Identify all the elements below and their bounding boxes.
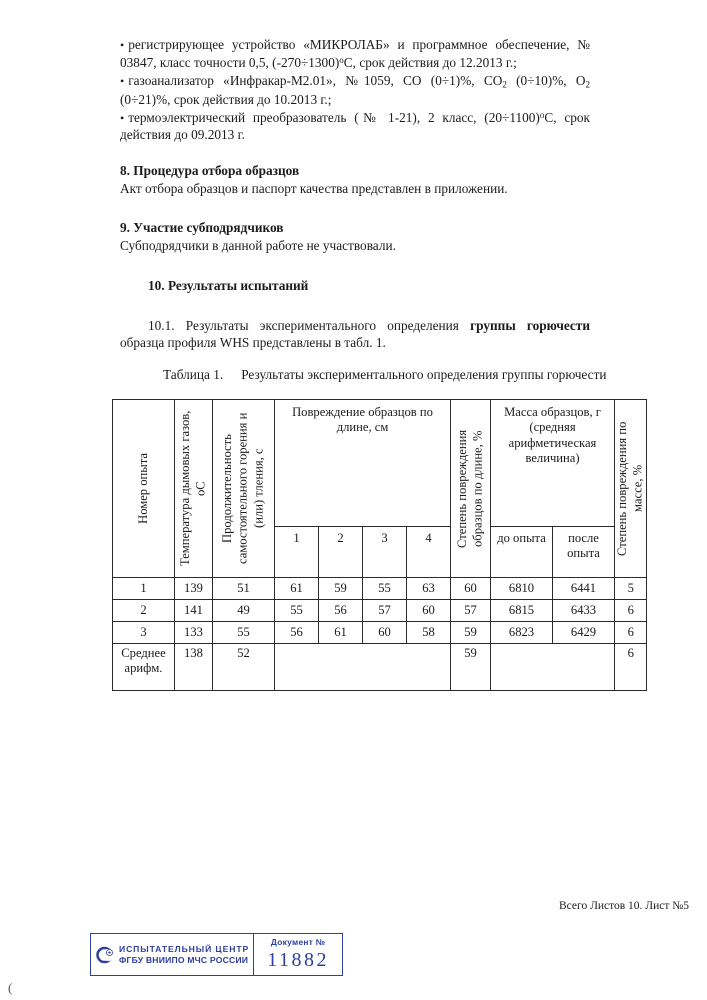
flammability-group-emphasis: группы горючести xyxy=(470,317,590,333)
header-experiment-number xyxy=(113,400,175,578)
cell-length-3: 57 xyxy=(363,600,407,622)
header-length-sample-2: 2 xyxy=(319,527,363,578)
cell-mass-after: 6433 xyxy=(553,600,615,622)
header-length-sample-4: 4 xyxy=(407,527,451,578)
cell-length-2: 61 xyxy=(319,622,363,644)
header-damage-length-group: Повреждение образцов по длине, см xyxy=(275,400,451,527)
header-length-sample-3: 3 xyxy=(363,527,407,578)
equipment-item-gasanalyzer xyxy=(120,72,590,109)
section-10-heading: 10. Результаты испытаний xyxy=(148,277,309,293)
equipment-item-thermocouple xyxy=(120,109,590,145)
stamp-document-number: 11882 xyxy=(267,949,330,971)
cell-mass-after: 6429 xyxy=(553,622,615,644)
equipment-microlab-text-2: С, срок действия до 12.2013 г.; xyxy=(343,54,517,70)
cell-duration: 55 xyxy=(213,622,275,644)
cell-length-2: 56 xyxy=(319,600,363,622)
header-mass-group: Масса образцов, г (средняя арифметическая величина) xyxy=(491,400,615,527)
header-burning-duration xyxy=(213,400,275,578)
o2-subscript: 2 xyxy=(585,78,590,89)
section-10-1-text-1: 10.1. Результаты экспериментального определения xyxy=(148,317,471,333)
degree-superscript-1: о xyxy=(339,54,344,65)
cell-mass-before: 6810 xyxy=(491,578,553,600)
cell-temperature: 139 xyxy=(175,578,213,600)
equipment-microlab-text-1: регистрирующее устройство «МИКРОЛАБ» и программное обеспечение, № 03847, класс точности 0,5, (-270÷1300) xyxy=(120,37,590,70)
section-8-heading: 8. Процедура отбора образцов xyxy=(120,163,300,179)
cell-length-4: 58 xyxy=(407,622,451,644)
cell-average-temperature: 138 xyxy=(175,644,213,691)
stamp-line-center: ИСПЫТАТЕЛЬНЫЙ ЦЕНТР xyxy=(119,943,250,954)
cell-experiment-number: 3 xyxy=(113,622,175,644)
table-caption xyxy=(163,367,607,383)
cell-length-4: 63 xyxy=(407,578,451,600)
co2-subscript: 2 xyxy=(502,78,507,89)
header-smoke-temperature xyxy=(175,400,213,578)
spacer xyxy=(120,197,590,219)
header-experiment-number-label: Номер опыта xyxy=(135,453,150,524)
section-10-1-paragraph xyxy=(120,317,590,352)
cell-length-1: 61 xyxy=(275,578,319,600)
cell-length-2: 59 xyxy=(319,578,363,600)
cell-average-mass-empty xyxy=(491,644,615,691)
cell-length-3: 60 xyxy=(363,622,407,644)
section-10-1-text-2: образца профиля WHS представлены в табл. 1. xyxy=(120,335,386,351)
cell-degree-length: 57 xyxy=(451,600,491,622)
table-caption-label: Таблица 1. xyxy=(163,367,224,382)
stamp-document-number-block xyxy=(254,934,342,975)
cell-degree-mass: 5 xyxy=(615,578,647,600)
degree-superscript-2: о xyxy=(539,109,545,120)
section-9-body: Субподрядчики в данной работе не участвовали. xyxy=(120,238,396,254)
header-degree-length-label: Степень повреждения образцов по длине, % xyxy=(454,429,485,548)
header-degree-mass xyxy=(615,400,647,578)
cell-average-degree-length: 59 xyxy=(451,644,491,691)
spacer xyxy=(120,295,590,317)
cell-degree-length: 60 xyxy=(451,578,491,600)
cell-average-degree-mass: 6 xyxy=(615,644,647,691)
cell-experiment-number: 1 xyxy=(113,578,175,600)
equipment-gas-text-3: (0÷21)%, срок действия до 10.2013 г.; xyxy=(120,91,332,107)
document-body xyxy=(120,36,590,352)
cell-degree-mass: 6 xyxy=(615,622,647,644)
certification-stamp xyxy=(90,933,343,976)
equipment-thermo-text-2: С, срок действия до 09.2013 г. xyxy=(120,109,590,143)
header-smoke-temperature-label: Температура дымовых газов, оС xyxy=(177,410,208,567)
bullet-glyph: • xyxy=(120,110,125,125)
page-corner-mark: ( xyxy=(8,980,13,995)
stamp-document-label: Документ № xyxy=(270,937,326,947)
header-degree-length xyxy=(451,400,491,578)
table-row xyxy=(113,578,647,600)
stamp-line-institute: ФГБУ ВНИИПО МЧС РОССИИ xyxy=(119,954,249,965)
header-mass-before: до опыта xyxy=(491,527,553,578)
cell-length-4: 60 xyxy=(407,600,451,622)
cell-mass-before: 6823 xyxy=(491,622,553,644)
cell-experiment-number: 2 xyxy=(113,600,175,622)
table-header-row-main xyxy=(113,400,647,527)
cell-length-1: 56 xyxy=(275,622,319,644)
table-caption-text: Результаты экспериментального определения группы горючести xyxy=(241,367,607,382)
stamp-text-block xyxy=(119,944,249,966)
stamp-organization xyxy=(91,934,254,975)
table-row xyxy=(113,600,647,622)
equipment-thermo-text-1: термоэлектрический преобразователь (№ 1-21), 2 класс, (20÷1100) xyxy=(128,109,540,125)
cell-mass-before: 6815 xyxy=(491,600,553,622)
section-9-heading: 9. Участие субподрядчиков xyxy=(120,220,284,236)
equipment-gas-text-2: (0÷10)%, О xyxy=(506,72,586,88)
cell-duration: 49 xyxy=(213,600,275,622)
equipment-item-microlab xyxy=(120,36,590,72)
cell-degree-mass: 6 xyxy=(615,600,647,622)
header-mass-after: после опыта xyxy=(553,527,615,578)
spacer xyxy=(120,255,590,277)
cell-degree-length: 59 xyxy=(451,622,491,644)
sheet-info: Всего Листов 10. Лист №5 xyxy=(559,900,689,912)
bullet-glyph: • xyxy=(120,38,125,52)
header-degree-mass-label: Степень повреждения по массе, % xyxy=(615,421,645,556)
cell-duration: 51 xyxy=(213,578,275,600)
vniipo-emblem-icon xyxy=(96,945,116,965)
cell-temperature: 141 xyxy=(175,600,213,622)
results-table-container xyxy=(112,399,647,691)
equipment-gas-text-1: газоанализатор «Инфракар-М2.01», №1059, СО (0÷1)%, СО xyxy=(128,72,503,88)
table-row xyxy=(113,622,647,644)
cell-length-1: 55 xyxy=(275,600,319,622)
bullet-glyph: • xyxy=(120,73,125,88)
table-row-average xyxy=(113,644,647,691)
cell-length-3: 55 xyxy=(363,578,407,600)
header-length-sample-1: 1 xyxy=(275,527,319,578)
cell-average-duration: 52 xyxy=(213,644,275,691)
cell-temperature: 133 xyxy=(175,622,213,644)
header-burning-duration-label: Продолжительность самостоятельного горения и (или) тления, с xyxy=(219,412,266,565)
cell-mass-after: 6441 xyxy=(553,578,615,600)
section-8-body: Акт отбора образцов и паспорт качества представлен в приложении. xyxy=(120,180,508,196)
results-table xyxy=(112,399,647,691)
cell-average-length-empty xyxy=(275,644,451,691)
cell-average-label: Среднее арифм. xyxy=(113,644,175,691)
spacer xyxy=(120,144,590,162)
